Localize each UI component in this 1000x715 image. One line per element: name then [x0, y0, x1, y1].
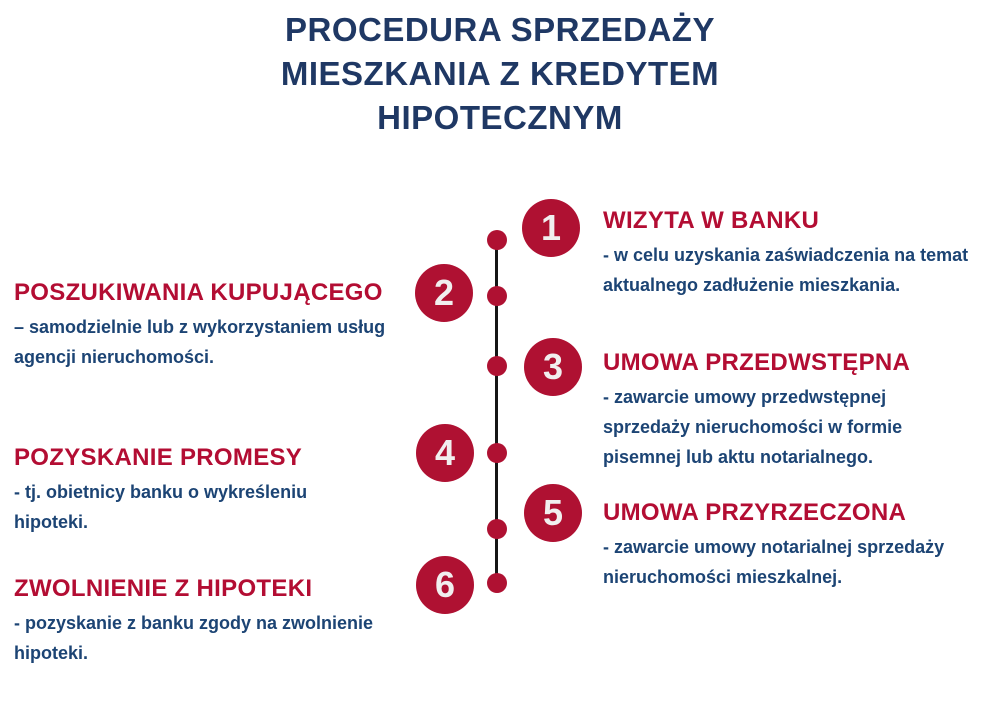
page-title	[0, 8, 1000, 140]
step-body-line: aktualnego zadłużenie mieszkania.	[603, 275, 901, 295]
step-2-poszukiwania-kupujacego	[14, 278, 385, 372]
step-5-umowa-przyrzeczona	[603, 498, 944, 592]
page-title-line: HIPOTECZNYM	[377, 99, 623, 136]
timeline-dot-3	[487, 356, 507, 376]
step-body-line: - pozyskanie z banku zgody na zwolnienie	[14, 613, 374, 633]
step-number-circle-4	[416, 424, 474, 482]
step-body	[603, 382, 910, 472]
step-number-circle-3	[524, 338, 582, 396]
step-heading: WIZYTA W BANKU	[603, 207, 820, 234]
step-number-circle-2	[415, 264, 473, 322]
step-body-line: pisemnej lub aktu notarialnego.	[603, 447, 874, 467]
step-heading: UMOWA PRZYRZECZONA	[603, 499, 907, 526]
step-body	[14, 312, 385, 372]
step-body-line: - zawarcie umowy notarialnej sprzedaży	[603, 537, 945, 557]
step-body-line: – samodzielnie lub z wykorzystaniem usług	[14, 317, 386, 337]
step-body-line: sprzedaży nieruchomości w formie	[603, 417, 903, 437]
step-number: 6	[434, 564, 456, 605]
step-heading: UMOWA PRZEDWSTĘPNA	[603, 349, 911, 376]
step-number: 5	[542, 492, 564, 533]
step-body	[14, 477, 307, 537]
step-body-line: nieruchomości mieszkalnej.	[603, 567, 843, 587]
step-heading: POSZUKIWANIA KUPUJĄCEGO	[14, 279, 383, 306]
step-heading: ZWOLNIENIE Z HIPOTEKI	[14, 575, 313, 602]
step-3-umowa-przedwstepna	[603, 348, 910, 472]
step-body-line: hipoteki.	[14, 643, 89, 663]
step-number-circle-6	[416, 556, 474, 614]
step-number: 1	[540, 207, 562, 248]
step-body	[603, 532, 944, 592]
step-number-circle-1	[522, 199, 580, 257]
timeline-dot-5	[487, 519, 507, 539]
page-title-line: PROCEDURA SPRZEDAŻY	[285, 11, 715, 48]
timeline-dot-2	[487, 286, 507, 306]
step-heading: POZYSKANIE PROMESY	[14, 444, 303, 471]
step-number: 3	[542, 346, 564, 387]
page-title-line: MIESZKANIA Z KREDYTEM	[280, 55, 720, 92]
step-body-line: - zawarcie umowy przedwstępnej	[603, 387, 887, 407]
step-body	[14, 608, 373, 668]
step-number: 2	[433, 272, 455, 313]
step-body-line: - tj. obietnicy banku o wykreśleniu	[14, 482, 308, 502]
step-number: 4	[434, 432, 456, 473]
timeline-dot-6	[487, 573, 507, 593]
step-1-wizyta-w-banku	[603, 206, 968, 300]
step-4-pozyskanie-promesy	[14, 443, 307, 537]
step-6-zwolnienie-z-hipoteki	[14, 574, 373, 668]
step-body-line: hipoteki.	[14, 512, 89, 532]
step-body	[603, 240, 968, 300]
timeline-dot-4	[487, 443, 507, 463]
step-body-line: - w celu uzyskania zaświadczenia na temat	[603, 245, 969, 265]
step-body-line: agencji nieruchomości.	[14, 347, 215, 367]
timeline-dot-1	[487, 230, 507, 250]
step-number-circle-5	[524, 484, 582, 542]
